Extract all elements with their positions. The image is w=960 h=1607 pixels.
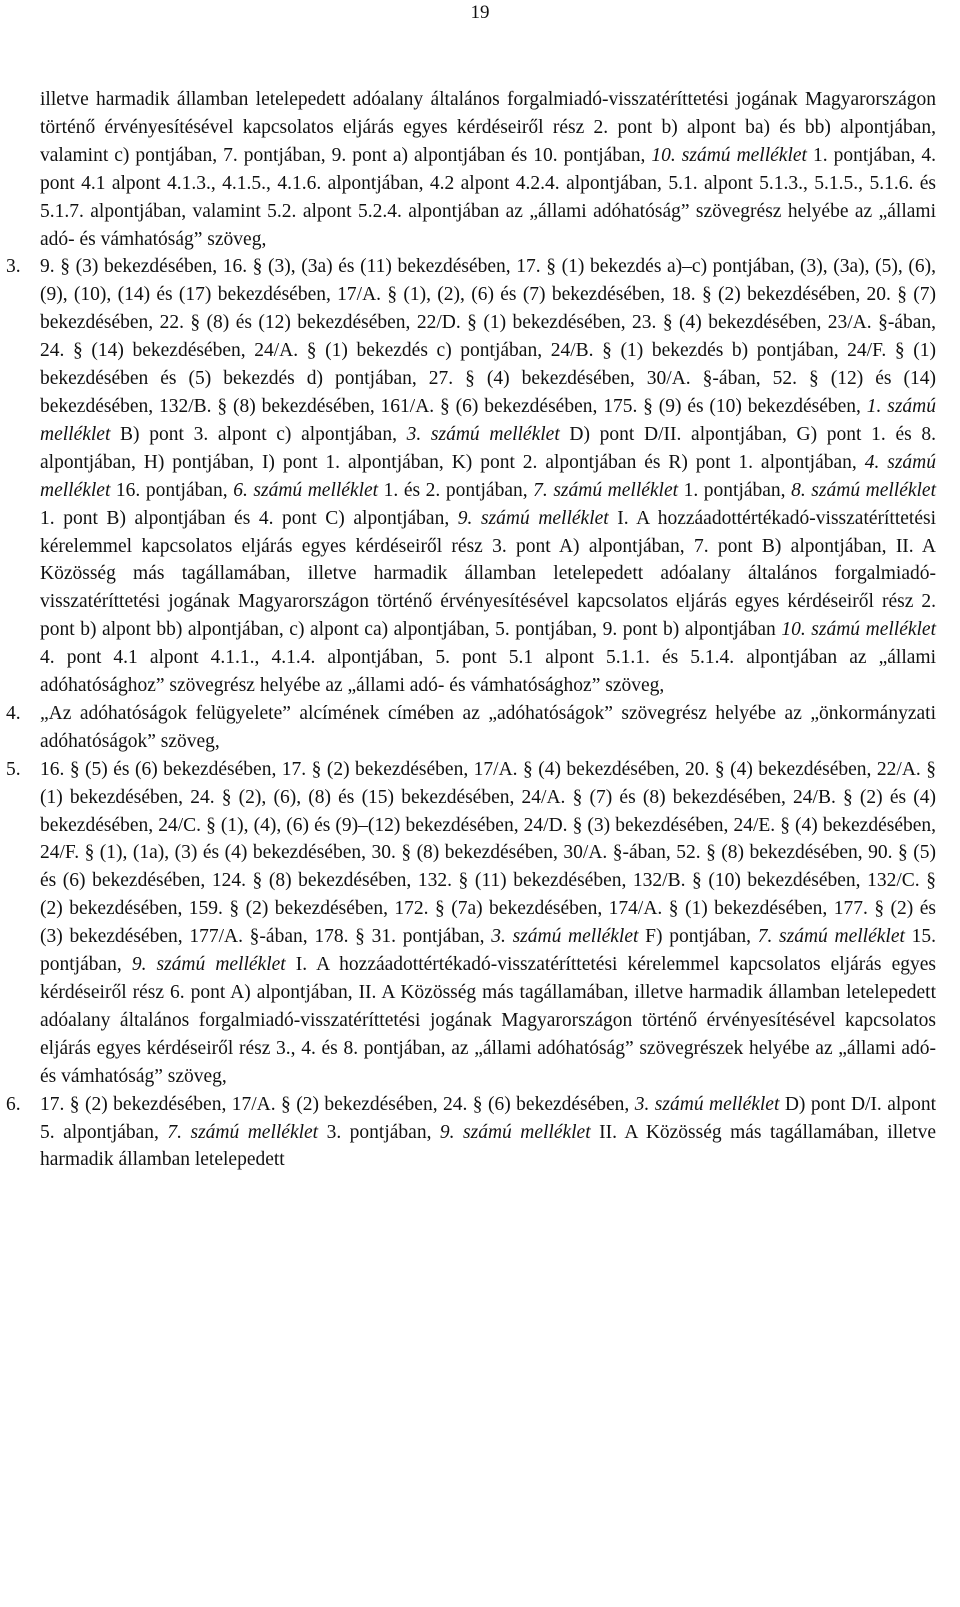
annex-reference: 7. számú melléklet — [757, 926, 905, 948]
text-segment: 3. pontjában, — [318, 1121, 440, 1143]
list-item-text — [40, 253, 936, 700]
list-item — [6, 1091, 936, 1175]
annex-reference: 8. számú melléklet — [791, 479, 937, 501]
text-segment: I. A hozzáadottértékadó-visszatéríttetési kérelemmel kapcsolatos eljárás egyes kérdéseiről rész 3. pont A) alpontjában, 7. pont B) alpontjában, II. A Közösség más tagállamában, illetve harmadik államban letelepedett adóalany általános forgalmiadó-visszatéríttetési jogának Magyarországon történő érvényesítésével kapcsolatos eljárás egyes kérdéseiről rész 2. pont b) alpont bb) alpontjában, c) alpont ca) alpontjában, 5. pontjában, 9. pont b) alpontjában — [40, 507, 937, 641]
list-item — [6, 756, 936, 1091]
annex-reference: 6. számú melléklet — [233, 479, 379, 501]
text-segment: 9. § (3) bekezdésében, 16. § (3), (3a) és (11) bekezdésében, 17. § (1) bekezdés a)–c) pontjában, (3), (3a), (5), (6), (9), (10), (14) és (17) bekezdésében, 17/A. § (1), (2), (6) és (7) bekezdésében, 18. § (2) bekezdésében, 20. § (7) bekezdésében, 22. § (8) és (12) bekezdésében, 22/D. § (1) bekezdésében, 23. § (4) bekezdésében, 23/A. §-ában, 24. § (14) bekezdésében, 24/A. § (1) bekezdés c) pontjában, 24/B. § (1) bekezdés b) pontjában, 24/F. § (1) bekezdésében és (5) bekezdés d) pontjában, 27. § (4) bekezdésében, 30/A. §-ában, 52. § (12) és (14) bekezdésében, 132/B. § (8) bekezdésében, 161/A. § (6) bekezdésében, 175. § (9) és (10) bekezdésében, — [40, 256, 936, 417]
annex-reference: 3. számú melléklet — [491, 926, 639, 948]
annex-reference: 9. számú melléklet — [457, 507, 609, 529]
text-segment: 15. pontjában, — [40, 926, 937, 976]
list-item — [6, 253, 936, 700]
list-item — [6, 700, 936, 756]
text-segment: 1. pont B) alpontjában és 4. pont C) alpontjában, — [40, 507, 458, 529]
intro-paragraph — [40, 86, 936, 253]
annex-reference: 9. számú melléklet — [131, 954, 286, 976]
list-item-text — [40, 756, 936, 1091]
text-segment: B) pont 3. alpont c) alpontjában, — [110, 423, 407, 445]
text-segment: 17. § (2) bekezdésében, 17/A. § (2) bekezdésében, 24. § (6) bekezdésében, — [40, 1093, 635, 1115]
annex-reference: 3. számú melléklet — [406, 423, 560, 445]
text-segment: D) pont D/I. alpont 5. alpontjában, — [40, 1093, 936, 1143]
annex-reference: 7. számú melléklet — [167, 1121, 319, 1143]
text-segment: II. A Közösség más tagállamában, illetve harmadik államban letelepedett — [40, 1121, 937, 1171]
list-item-number: 5. — [6, 758, 21, 780]
annex-reference: 7. számú melléklet — [533, 479, 679, 501]
text-segment: „Az adóhatóságok felügyelete” alcímének címében az „adóhatóságok” szövegrész helyébe az „önkormányzati adóhatóságok” szöveg, — [40, 702, 936, 752]
text-segment: illetve harmadik államban letelepedett adóalany általános forgalmiadó-visszatéríttetési jogának Magyarországon történő érvényesítésével kapcsolatos eljárás egyes kérdéseiről rész 2. pont b) alpont ba) és bb) alpontjában, valamint c) pontjában, 7. pontjában, 9. pont a) alpontjában és 10. pontjában, — [40, 89, 936, 166]
annex-reference: 4. számú melléklet — [40, 451, 937, 501]
list-item-number: 4. — [6, 702, 21, 724]
numbered-list — [6, 253, 936, 1174]
text-segment: 4. pont 4.1 alpont 4.1.1., 4.1.4. alpontjában, 5. pont 5.1 alpont 5.1.1. és 5.1.4. alpontjában az „állami adóhatósághoz” szövegrész helyébe az „állami adó- és vámhatósághoz” szöveg, — [40, 647, 936, 697]
annex-reference: 10. számú melléklet — [781, 619, 936, 641]
text-segment: 16. § (5) és (6) bekezdésében, 17. § (2) bekezdésében, 17/A. § (4) bekezdésében, 20. § (4) bekezdésében, 22/A. § (1) bekezdésében, 24. § (2), (6), (8) és (15) bekezdésében, 24/A. § (7) és (8) bekezdésében, 24/B. § (2) és (4) bekezdésében, 24/C. § (1), (4), (6) és (9)–(12) bekezdésében, 24/D. § (3) bekezdésében, 24/E. § (4) bekezdésében, 24/F. § (1), (1a), (3) és (4) bekezdésében, 30. § (8) bekezdésében, 30/A. §-ában, 52. § (8) bekezdésében, 90. § (5) és (6) bekezdésében, 124. § (8) bekezdésében, 132. § (11) bekezdésében, 132/B. § (10) bekezdésében, 132/C. § (2) bekezdésében, 159. § (2) bekezdésében, 172. § (7a) bekezdésében, 174/A. § (1) bekezdésében, 177. § (2) és (3) bekezdésében, 177/A. §-ában, 178. § 31. pontjában, — [40, 758, 936, 948]
text-segment: 1. és 2. pontjában, — [378, 479, 534, 501]
text-segment: 1. pontjában, — [678, 479, 792, 501]
text-segment: F) pontjában, — [638, 926, 758, 948]
list-item-text — [40, 1091, 936, 1175]
list-item-text — [40, 700, 936, 756]
text-segment: I. A hozzáadottértékadó-visszatéríttetési kérelemmel kapcsolatos eljárás egyes kérdéseiről rész 6. pont A) alpontjában, II. A Közösség más tagállamában, illetve harmadik államban letelepedett adóalany általános forgalmiadó-visszatéríttetési jogának Magyarországon történő érvényesítésével kapcsolatos eljárás egyes kérdéseiről rész 3., 4. és 8. pontjában, az „állami adóhatóság” szövegrészek helyébe az „állami adó- és vámhatóság” szöveg, — [40, 954, 936, 1087]
page-number: 19 — [470, 2, 490, 23]
annex-reference: 3. számú melléklet — [634, 1093, 780, 1115]
annex-reference: 1. számú melléklet — [40, 395, 936, 445]
list-item-number: 3. — [6, 256, 21, 278]
document-body — [6, 86, 936, 1174]
text-segment: 1. pontjában, 4. pont 4.1 alpont 4.1.3., 4.1.5., 4.1.6. alpontjában, 4.2 alpont 4.2.4. alpontjában, 5.1. alpont 5.1.3., 5.1.5., 5.1.6. és 5.1.7. alpontjában, valamint 5.2. alpont 5.2.4. alpontjában az „állami adóhatóság” szövegrész helyébe az „állami adó- és vámhatóság” szöveg, — [40, 144, 936, 250]
annex-reference: 9. számú melléklet — [439, 1121, 591, 1143]
annex-reference: 10. számú melléklet — [651, 144, 807, 166]
text-segment: 16. pontjában, — [110, 479, 234, 501]
list-item-number: 6. — [6, 1093, 21, 1115]
text-segment: D) pont D/II. alpontjában, G) pont 1. és 8. alpontjában, H) pontjában, I) pont 1. alpontjában, K) pont 2. alpontjában és R) pont 1. alpontjában, — [40, 423, 936, 473]
